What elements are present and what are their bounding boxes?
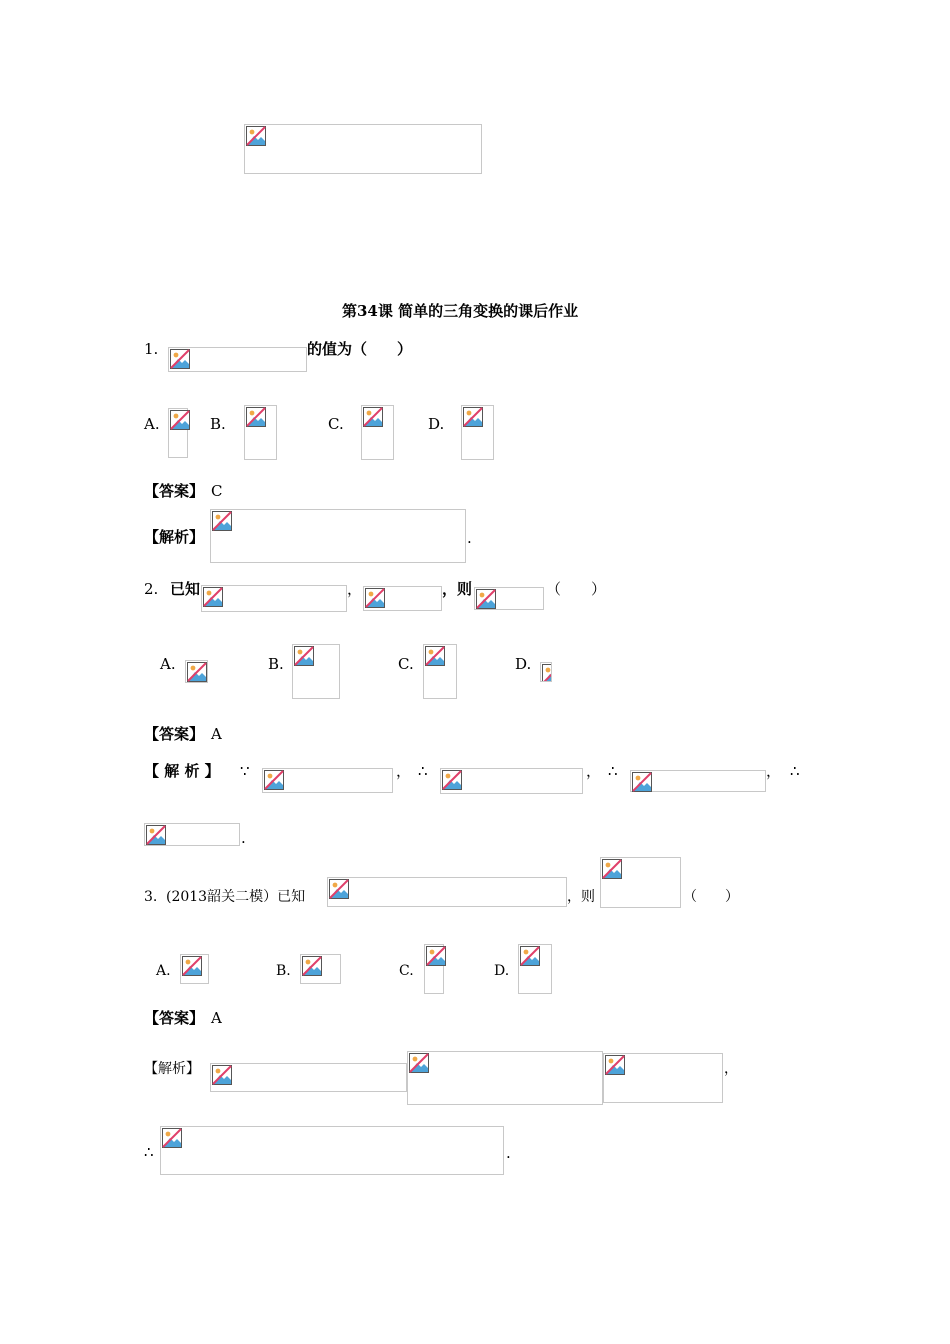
- q1-answer-value: C: [211, 482, 223, 500]
- q2-comma-sep-2: ，: [586, 762, 602, 780]
- q2-option-b-image: [292, 644, 340, 699]
- q2-comma-sep-1: ，: [396, 762, 412, 780]
- q1-option-b-image: [244, 405, 277, 460]
- q3-option-a-image: [180, 954, 209, 984]
- broken-image-icon: [246, 126, 266, 146]
- q1-option-d-image: [461, 405, 494, 460]
- q2-formula-image-1: [201, 585, 347, 612]
- broken-image-icon: [182, 956, 202, 976]
- q2-therefore-3: ∴: [790, 762, 800, 780]
- q2-option-a-image: [185, 660, 208, 683]
- q2-analysis-end: .: [241, 829, 246, 847]
- q3-formula-image-2: [600, 857, 681, 908]
- q2-formula-image-3: [474, 587, 544, 610]
- q2-analysis-image-1: [262, 768, 393, 793]
- q3-analysis-label: 【解析】: [144, 1061, 200, 1077]
- broken-image-icon: [542, 664, 552, 682]
- broken-image-icon: [463, 407, 483, 427]
- q1-stem-suffix: 的值为（ ）: [307, 340, 413, 358]
- q2-therefore-2: ∴: [608, 762, 618, 780]
- q2-because: ∵: [240, 762, 250, 780]
- broken-image-icon: [632, 772, 652, 792]
- page-title: 第34课 简单的三角变换的课后作业: [342, 302, 579, 320]
- q2-number: 2.: [144, 580, 159, 598]
- broken-image-icon: [162, 1128, 182, 1148]
- broken-image-icon: [146, 825, 166, 845]
- q3-analysis-image-1: [210, 1063, 407, 1092]
- broken-image-icon: [363, 407, 383, 427]
- q3-analysis-image-2: [407, 1051, 603, 1105]
- broken-image-icon: [409, 1053, 429, 1073]
- q3-option-b-label: B.: [276, 963, 291, 979]
- q2-option-d-image: [540, 662, 552, 682]
- q2-formula-image-2: [363, 586, 442, 611]
- q1-option-a-image: [168, 408, 188, 458]
- broken-image-icon: [520, 946, 540, 966]
- q2-analysis-image-4: [144, 823, 240, 846]
- q3-option-b-image: [300, 954, 341, 984]
- q1-analysis-end: .: [467, 529, 472, 547]
- q1-option-c-label: C.: [328, 415, 344, 433]
- q3-comma-sep: ，: [724, 1061, 738, 1077]
- q3-option-c-label: C.: [399, 963, 414, 979]
- broken-image-icon: [170, 410, 190, 430]
- q2-comma: ，: [347, 580, 363, 598]
- broken-image-icon: [264, 770, 284, 790]
- broken-image-icon: [246, 407, 266, 427]
- q2-blank: （ ）: [546, 580, 607, 598]
- q1-option-d-label: D.: [428, 415, 445, 433]
- q1-answer-label: 【答案】: [144, 482, 205, 500]
- q2-answer-value: A: [211, 725, 222, 743]
- broken-image-icon: [302, 956, 322, 976]
- q1-number: 1.: [144, 340, 159, 358]
- top-formula-image: [244, 124, 482, 174]
- q3-then: ，则: [567, 889, 595, 905]
- broken-image-icon: [476, 589, 496, 609]
- q2-then: ，则: [442, 580, 473, 598]
- q2-analysis-label: 【 解 析 】: [144, 762, 220, 780]
- broken-image-icon: [212, 511, 232, 531]
- q2-stem-prefix: 已知: [170, 580, 201, 598]
- broken-image-icon: [425, 646, 445, 666]
- q1-option-c-image: [361, 405, 394, 460]
- q2-analysis-image-2: [440, 768, 583, 794]
- q1-formula-image: [168, 347, 307, 372]
- q3-answer-value: A: [211, 1009, 222, 1027]
- broken-image-icon: [365, 588, 385, 608]
- q3-option-c-image: [424, 944, 444, 994]
- broken-image-icon: [294, 646, 314, 666]
- broken-image-icon: [605, 1055, 625, 1075]
- broken-image-icon: [426, 946, 446, 966]
- q3-source: (2013韶关二模）已知: [166, 889, 306, 905]
- q2-option-b-label: B.: [268, 655, 284, 673]
- q1-analysis-image: [210, 509, 466, 563]
- q3-therefore: ∴: [144, 1143, 154, 1161]
- q3-number: 3.: [144, 889, 158, 905]
- q3-answer-label: 【答案】: [144, 1009, 205, 1027]
- q2-option-c-label: C.: [398, 655, 414, 673]
- q2-therefore-1: ∴: [418, 762, 428, 780]
- q3-analysis-image-4: [160, 1126, 504, 1175]
- q3-option-d-image: [518, 944, 552, 994]
- q1-option-a-label: A.: [144, 415, 160, 433]
- broken-image-icon: [602, 859, 622, 879]
- broken-image-icon: [187, 662, 207, 682]
- broken-image-icon: [203, 587, 223, 607]
- q3-option-d-label: D.: [494, 963, 510, 979]
- q3-blank: （ ）: [683, 889, 739, 905]
- q3-analysis-end: .: [506, 1144, 511, 1162]
- q2-option-a-label: A.: [160, 655, 176, 673]
- q1-option-b-label: B.: [210, 415, 226, 433]
- broken-image-icon: [170, 349, 190, 369]
- q2-answer-label: 【答案】: [144, 725, 205, 743]
- q2-option-d-label: D.: [515, 655, 532, 673]
- q3-analysis-image-3: [603, 1053, 723, 1103]
- q2-option-c-image: [423, 644, 457, 699]
- q1-analysis-label: 【解析】: [144, 528, 205, 546]
- q3-formula-image-1: [327, 877, 567, 907]
- broken-image-icon: [212, 1065, 232, 1085]
- q2-comma-sep-3: ，: [766, 762, 782, 780]
- broken-image-icon: [329, 879, 349, 899]
- q3-option-a-label: A.: [156, 963, 171, 979]
- broken-image-icon: [442, 770, 462, 790]
- q2-analysis-image-3: [630, 770, 766, 792]
